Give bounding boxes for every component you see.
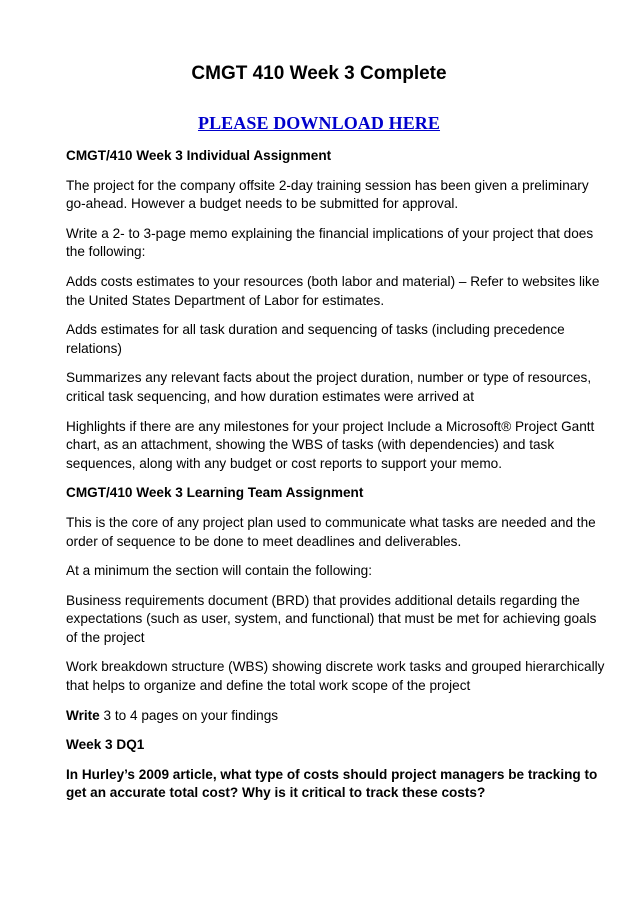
write-paragraph	[66, 707, 606, 726]
summarizes-paragraph: Summarizes any relevant facts about the project duration, number or type of resources, critical task sequencing, and how duration estimates were arrived at	[66, 370, 592, 404]
write-text: 3 to 4 pages on your findings	[99, 707, 279, 723]
document-title: CMGT 410 Week 3 Complete	[191, 63, 447, 84]
estimates-paragraph: Adds estimates for all task duration and sequencing of tasks (including precedence relations)	[66, 322, 565, 356]
minimum-paragraph: At a minimum the section will contain the following:	[66, 563, 372, 579]
wbs-paragraph: Work breakdown structure (WBS) showing discrete work tasks and grouped hierarchically that helps to organize and define the total work scope of the project	[66, 659, 605, 694]
budget-paragraph: The project for the company offsite 2-day training session has been given a preliminary go-ahead. However a budget needs to be submitted for approval.	[66, 177, 589, 212]
download-link[interactable]: PLEASE DOWNLOAD HERE	[197, 113, 441, 133]
highlights-paragraph: Highlights if there are any milestones for your project Include a Microsoft® Project Gantt chart, as an attachment, showing the WBS of tasks (with dependencies) and task sequences, along with any budget or cost reports to support your memo.	[66, 418, 595, 471]
download-link-line	[0, 112, 638, 136]
costs-paragraph: Adds costs estimates to your resources (both labor and material) – Refer to websites like the United States Department of Labor for estimates.	[66, 273, 600, 308]
brd-paragraph: Business requirements document (BRD) that provides additional details regarding the expectations (such as user, system, and functional) that must be met for achieving goals of the project	[66, 592, 597, 645]
document-body	[66, 147, 606, 814]
core-paragraph: This is the core of any project plan used to communicate what tasks are needed and the order of sequence to be done to meet deadlines and deliverables.	[66, 514, 596, 549]
dq-heading: Week 3 DQ1	[66, 737, 145, 753]
dq-question: In Hurley’s 2009 article, what type of costs should project managers be tracking to get an accurate total cost? Why is it critical to track these costs?	[66, 766, 598, 801]
team-assignment-heading: CMGT/410 Week 3 Learning Team Assignment	[66, 485, 364, 501]
memo-paragraph: Write a 2- to 3-page memo explaining the financial implications of your project that does the following:	[66, 225, 594, 260]
individual-assignment-heading: CMGT/410 Week 3 Individual Assignment	[66, 148, 332, 163]
write-label: Write	[66, 707, 100, 723]
